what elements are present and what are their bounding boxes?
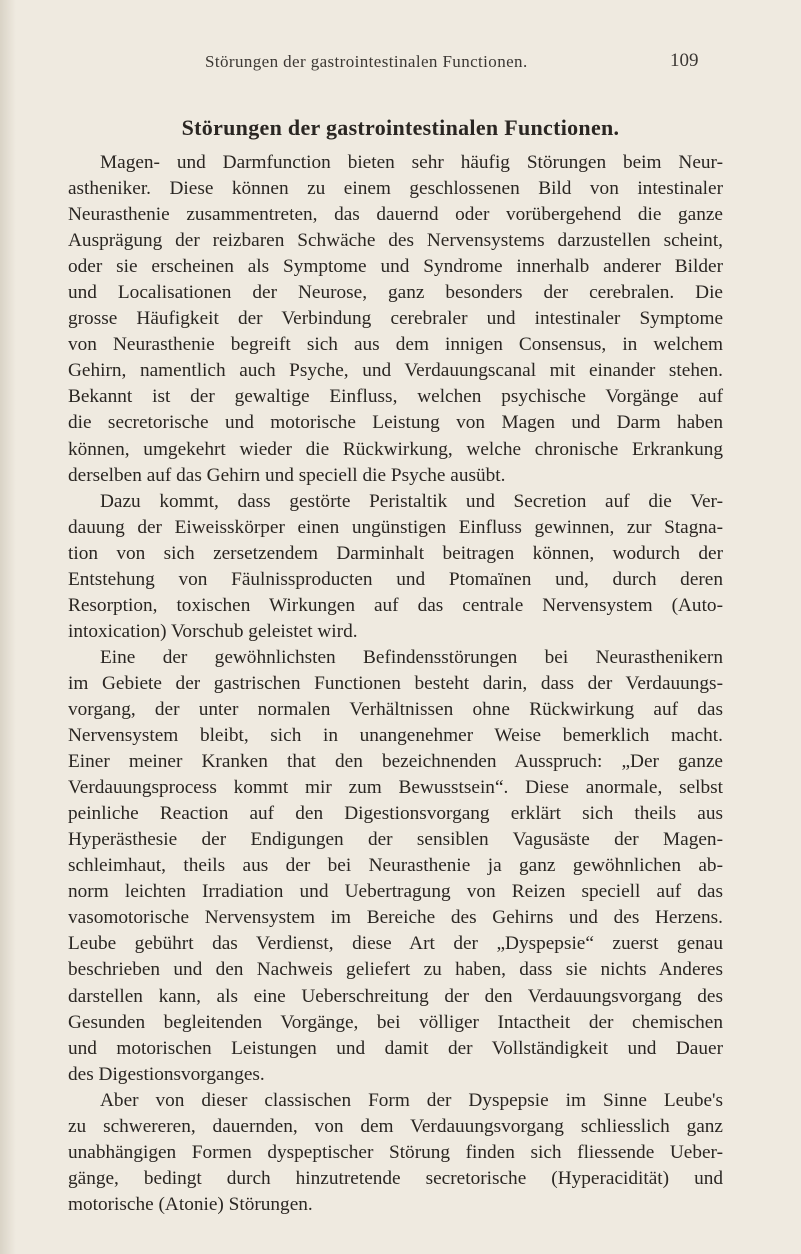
text-line: zu schwereren, dauernden, von dem Verdauungsvorgang schliesslich ganz — [68, 1115, 723, 1137]
text-line: können, umgekehrt wieder die Rückwirkung, welche chronische Erkrankung — [68, 438, 723, 460]
text-line: motorische (Atonie) Störungen. — [68, 1193, 313, 1215]
text-line: Ausprägung der reizbaren Schwäche des Nervensystems darzustellen scheint, — [68, 230, 723, 252]
paragraph — [68, 1088, 723, 1218]
text-line: Resorption, toxischen Wirkungen auf das centrale Nervensystem (Auto- — [68, 594, 723, 616]
text-line: von Neurasthenie begreift sich aus dem innigen Consensus, in welchem — [68, 334, 723, 356]
text-line: dauung der Eiweisskörper einen ungünstigen Einfluss gewinnen, zur Stagna- — [68, 516, 723, 538]
paragraph — [68, 645, 723, 1088]
body-text — [68, 150, 723, 1218]
text-line: gänge, bedingt durch hinzutretende secretorische (Hyperacidität) und — [68, 1167, 723, 1189]
text-line: vasomotorische Nervensystem im Bereiche des Gehirns und des Herzens. — [68, 907, 723, 929]
section-heading: Störungen der gastrointestinalen Functionen. — [181, 115, 620, 140]
text-line: oder sie erscheinen als Symptome und Syndrome innerhalb anderer Bilder — [68, 256, 723, 278]
text-line: Hyperästhesie der Endigungen der sensiblen Vagusäste der Magen- — [68, 829, 723, 851]
text-line: astheniker. Diese können zu einem geschlossenen Bild von intestinaler — [68, 178, 723, 200]
text-line: Eine der gewöhnlichsten Befindensstörungen bei Neurasthenikern — [100, 646, 723, 668]
text-line: tion von sich zersetzendem Darminhalt beitragen können, wodurch der — [68, 542, 723, 564]
running-head: Störungen der gastrointestinalen Functionen. — [205, 52, 528, 71]
paragraph — [68, 489, 723, 645]
text-line: Dazu kommt, dass gestörte Peristaltik und Secretion auf die Ver- — [100, 490, 723, 512]
text-line: Einer meiner Kranken that den bezeichnenden Ausspruch: „Der ganze — [68, 751, 723, 773]
text-line: peinliche Reaction auf den Digestionsvorgang erklärt sich theils aus — [68, 803, 723, 825]
text-line: Entstehung von Fäulnissproducten und Ptomaïnen und, durch deren — [68, 568, 723, 590]
text-line: grosse Häufigkeit der Verbindung cerebraler und intestinaler Symptome — [68, 308, 723, 330]
text-line: beschrieben und den Nachweis geliefert zu haben, dass sie nichts Anderes — [68, 959, 723, 981]
text-line: Nervensystem bleibt, sich in unangenehmer Weise bemerklich macht. — [68, 725, 723, 747]
text-line: Gesunden begleitenden Vorgänge, bei völliger Intactheit der chemischen — [68, 1011, 723, 1033]
text-line: derselben auf das Gehirn und speciell die Psyche ausübt. — [68, 464, 506, 486]
text-line: darstellen kann, als eine Ueberschreitung der den Verdauungsvorgang des — [68, 985, 723, 1007]
text-line: norm leichten Irradiation und Uebertragung von Reizen speciell auf das — [68, 881, 723, 903]
text-line: Gehirn, namentlich auch Psyche, und Verdauungscanal mit einander stehen. — [68, 360, 723, 382]
text-line: und Localisationen der Neurose, ganz besonders der cerebralen. Die — [68, 282, 723, 304]
paragraph — [68, 150, 723, 489]
text-line: schleimhaut, theils aus der bei Neurasthenie ja ganz gewöhnlichen ab- — [68, 855, 723, 877]
text-line: intoxication) Vorschub geleistet wird. — [68, 620, 358, 642]
page-number: 109 — [670, 50, 699, 71]
page-edge-shadow — [0, 0, 16, 1254]
text-line: Magen- und Darmfunction bieten sehr häufig Störungen beim Neur- — [100, 152, 723, 173]
text-line: Leube gebührt das Verdienst, diese Art der „Dyspepsie“ zuerst genau — [68, 933, 723, 955]
text-line: Aber von dieser classischen Form der Dyspepsie im Sinne Leube's — [100, 1089, 723, 1111]
text-line: Bekannt ist der gewaltige Einfluss, welchen psychische Vorgänge auf — [68, 386, 723, 408]
text-line: unabhängigen Formen dyspeptischer Störung finden sich fliessende Ueber- — [68, 1141, 723, 1163]
text-line: vorgang, der unter normalen Verhältnissen ohne Rückwirkung auf das — [68, 698, 723, 720]
text-line: und motorischen Leistungen und damit der Vollständigkeit und Dauer — [68, 1037, 723, 1059]
text-line: Neurasthenie zusammentreten, das dauernd oder vorübergehend die ganze — [68, 204, 723, 226]
text-line: Verdauungsprocess kommt mir zum Bewusstsein“. Diese anormale, selbst — [68, 777, 723, 799]
text-line: im Gebiete der gastrischen Functionen besteht darin, dass der Verdauungs- — [68, 672, 723, 694]
text-line: des Digestionsvorganges. — [68, 1063, 265, 1085]
text-line: die secretorische und motorische Leistung von Magen und Darm haben — [68, 412, 723, 434]
